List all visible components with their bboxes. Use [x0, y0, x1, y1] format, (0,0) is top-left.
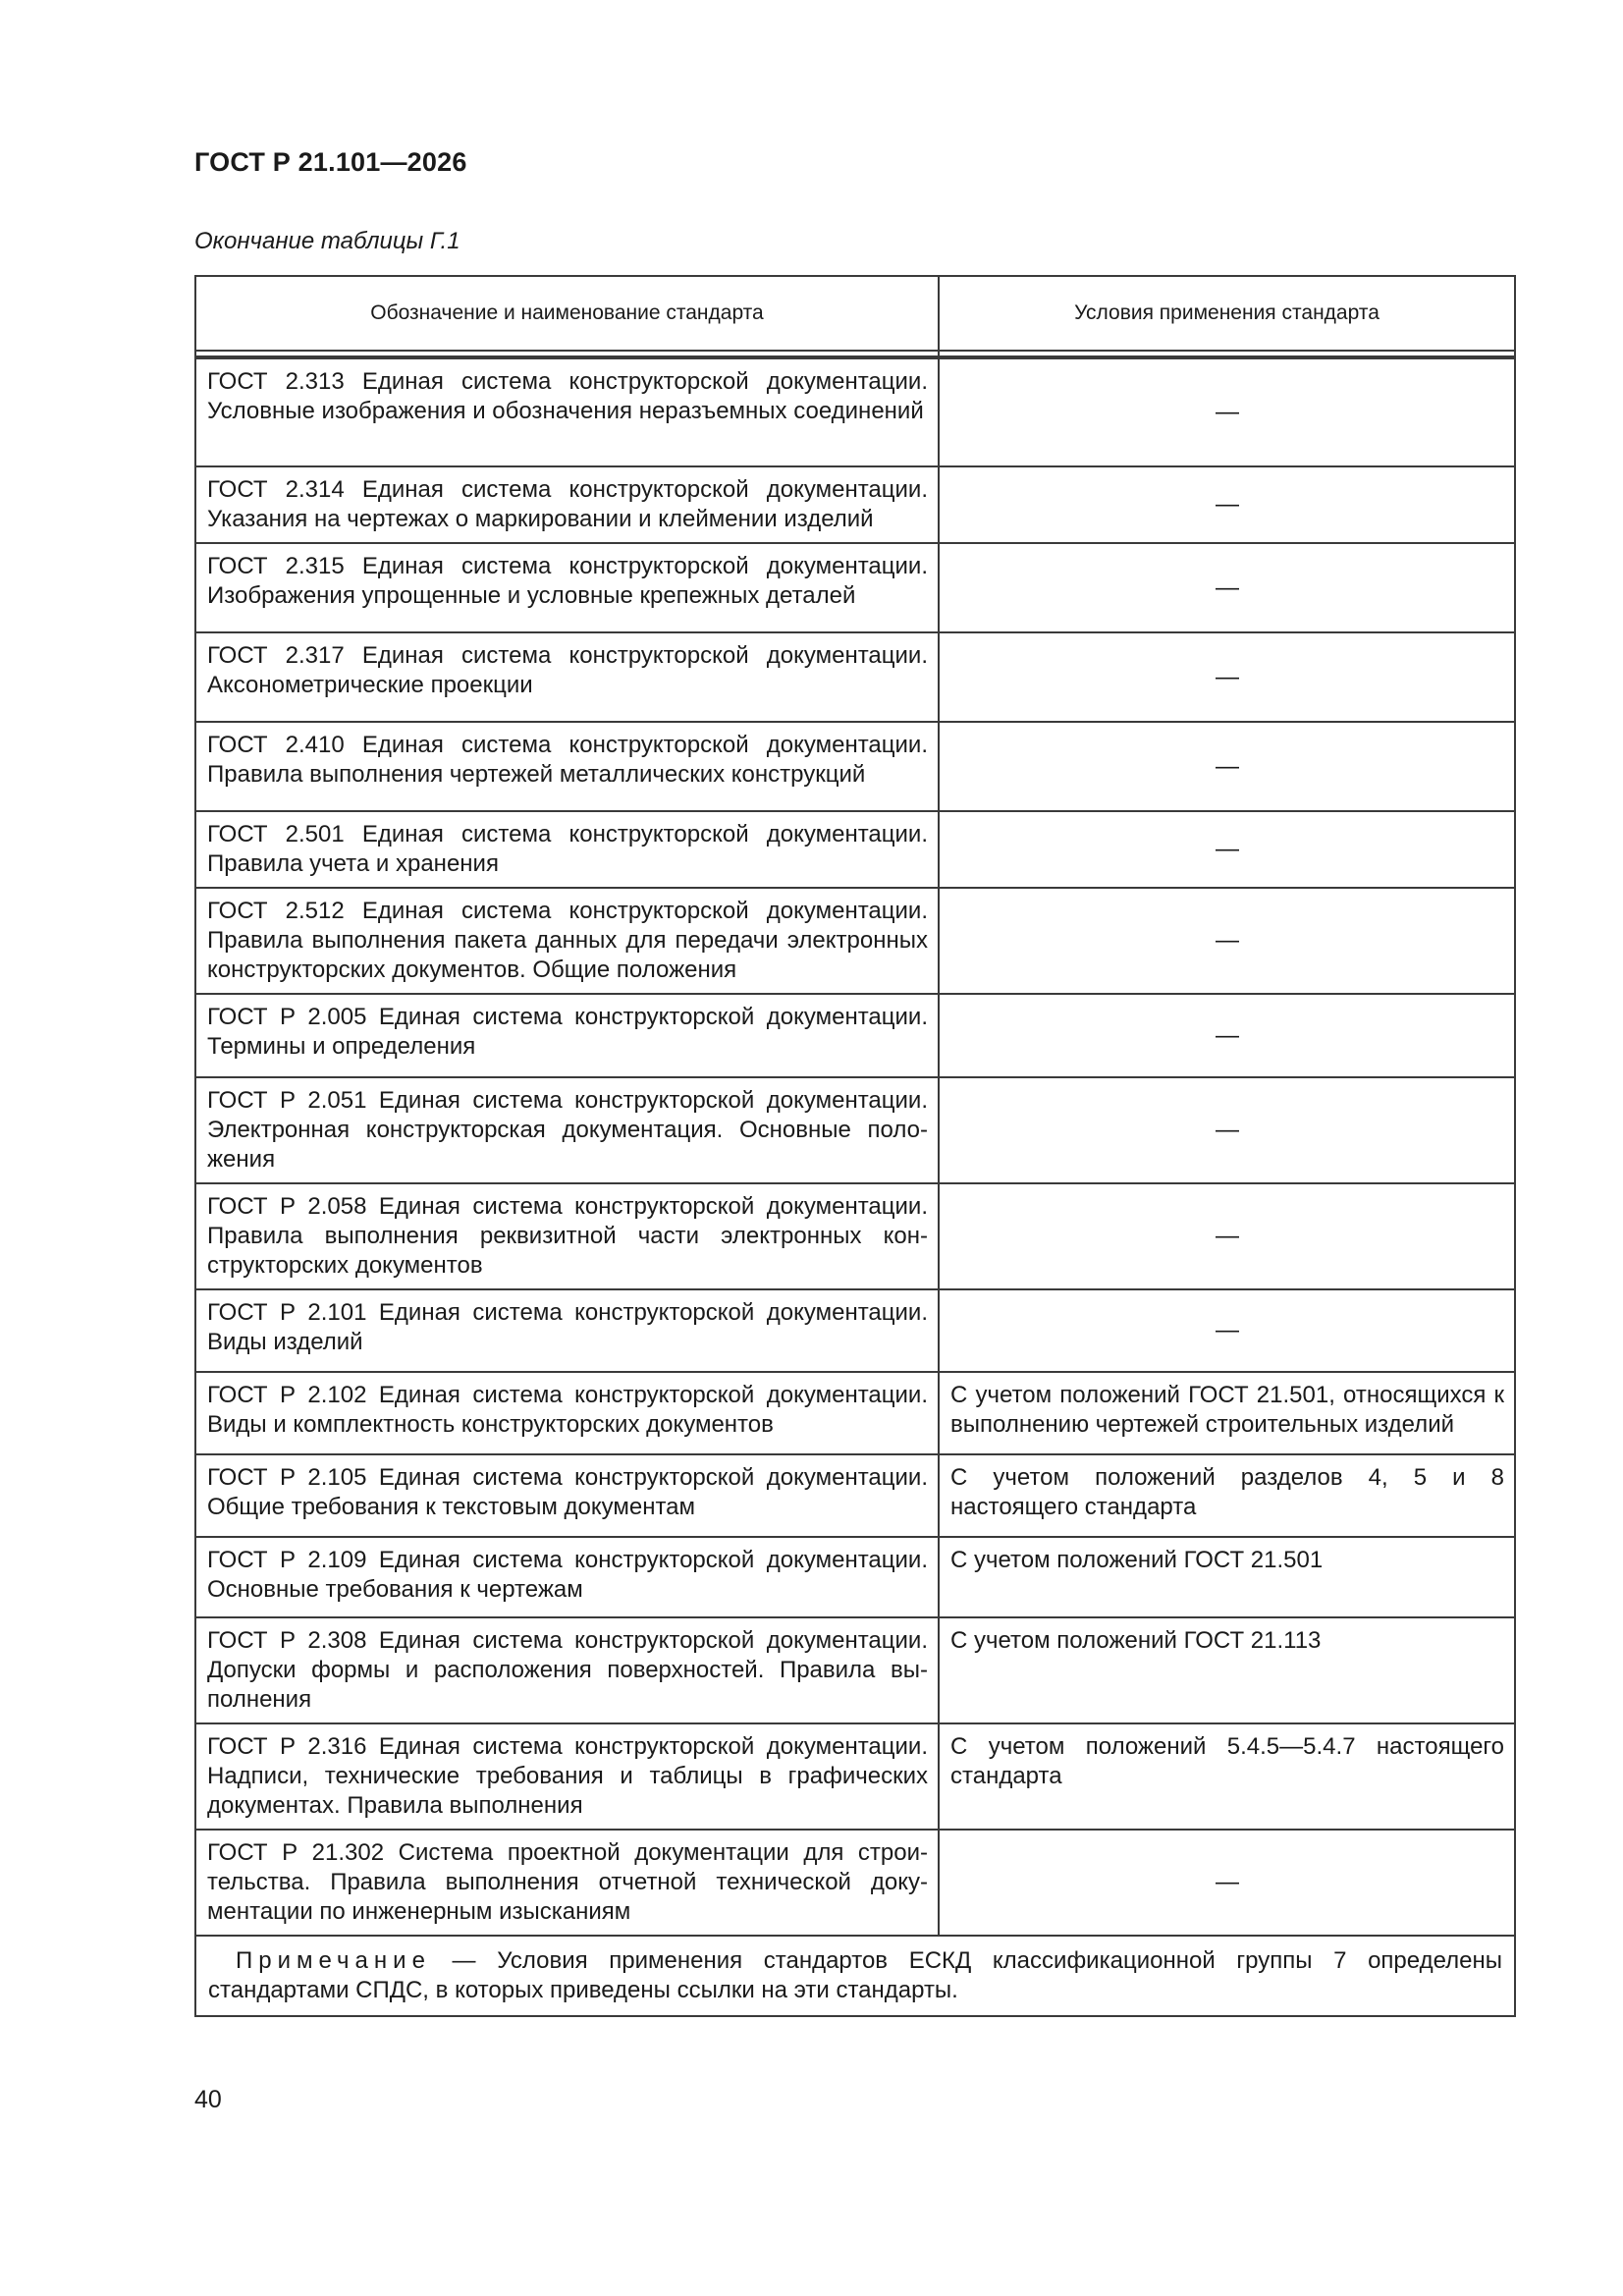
application-condition-cell: —	[939, 994, 1515, 1077]
application-condition-cell: С учетом положений ГОСТ 21.501	[939, 1537, 1515, 1617]
table-caption: Окончание таблицы Г.1	[194, 228, 460, 254]
standard-designation-cell: ГОСТ Р 2.005 Единая система конструкторской документации. Термины и определения	[195, 994, 939, 1077]
application-condition-cell: —	[939, 632, 1515, 722]
table-row	[195, 358, 1515, 466]
table-row	[195, 632, 1515, 722]
standard-designation-cell: ГОСТ 2.410 Единая система конструкторской документации. Правила выполнения чертежей металлических конструкций	[195, 722, 939, 811]
standard-designation-cell: ГОСТ 2.314 Единая система конструкторской документации. Указания на чертежах о маркировании и клеймении изделий	[195, 466, 939, 543]
header-separator	[195, 350, 1515, 358]
table-row	[195, 1183, 1515, 1289]
application-condition-cell: С учетом положений ГОСТ 21.113	[939, 1617, 1515, 1723]
table-body	[195, 358, 1515, 1936]
standard-designation-cell: ГОСТ 2.317 Единая система конструкторской документации. Аксонометрические проекции	[195, 632, 939, 722]
table-row	[195, 1830, 1515, 1936]
application-condition-cell: —	[939, 1077, 1515, 1183]
application-condition-cell: —	[939, 888, 1515, 994]
application-condition-cell: —	[939, 466, 1515, 543]
table-row	[195, 1077, 1515, 1183]
standard-designation-cell: ГОСТ Р 2.058 Единая система конструкторской документации. Правила выполнения реквизитной части электронных конструкторских документов	[195, 1183, 939, 1289]
standard-designation-cell: ГОСТ Р 2.102 Единая система конструкторской документации. Виды и комплектность конструкторских документов	[195, 1372, 939, 1454]
standard-designation-cell: ГОСТ Р 2.051 Единая система конструкторской документации. Электронная конструкторская документация. Основные положения	[195, 1077, 939, 1183]
table-row	[195, 811, 1515, 888]
application-condition-cell: С учетом положений 5.4.5—5.4.7 настоящего стандарта	[939, 1723, 1515, 1830]
table-row	[195, 1289, 1515, 1372]
standard-designation-cell: ГОСТ 2.501 Единая система конструкторской документации. Правила учета и хранения	[195, 811, 939, 888]
standard-designation-cell: ГОСТ Р 2.105 Единая система конструкторской документации. Общие требования к текстовым документам	[195, 1454, 939, 1537]
page-number: 40	[194, 2086, 222, 2113]
standard-designation-cell: ГОСТ Р 2.101 Единая система конструкторской документации. Виды изделий	[195, 1289, 939, 1372]
note-text: — Условия применения стандартов ЕСКД классификационной группы 7 определены стандартами СПДС, в которых приведены ссылки на эти стандарты.	[208, 1947, 1502, 2003]
table-row	[195, 722, 1515, 811]
table-row	[195, 1454, 1515, 1537]
application-condition-cell: С учетом положений разделов 4, 5 и 8 настоящего стандарта	[939, 1454, 1515, 1537]
table-row	[195, 1617, 1515, 1723]
column-header-designation: Обозначение и наименование стандарта	[195, 276, 939, 350]
standard-designation-cell: ГОСТ 2.315 Единая система конструкторской документации. Изображения упрощенные и условные крепежных деталей	[195, 543, 939, 632]
standard-designation-cell: ГОСТ Р 2.316 Единая система конструкторской документации. Надписи, технические требования и таблицы в графических документах. Правила выполнения	[195, 1723, 939, 1830]
standard-designation-cell: ГОСТ Р 2.308 Единая система конструкторской документации. Допуски формы и расположения поверхностей. Правила выполнения	[195, 1617, 939, 1723]
standard-designation-cell: ГОСТ Р 21.302 Система проектной документации для строительства. Правила выполнения отчетной технической документации по инженерным изысканиям	[195, 1830, 939, 1936]
standards-table	[194, 275, 1516, 2017]
table-row	[195, 1537, 1515, 1617]
note-label: Примечание	[236, 1947, 431, 1974]
application-condition-cell: —	[939, 811, 1515, 888]
application-condition-cell: —	[939, 543, 1515, 632]
table-note-row	[195, 1936, 1515, 2016]
table-row	[195, 543, 1515, 632]
standard-designation-cell: ГОСТ 2.512 Единая система конструкторской документации. Правила выполнения пакета данных для передачи электронных конструкторских документов. Общие положения	[195, 888, 939, 994]
table-row	[195, 466, 1515, 543]
application-condition-cell: —	[939, 1830, 1515, 1936]
document-code-header: ГОСТ Р 21.101—2026	[194, 147, 467, 177]
application-condition-cell: С учетом положений ГОСТ 21.501, относящихся к выполнению чертежей строительных изделий	[939, 1372, 1515, 1454]
standard-designation-cell: ГОСТ Р 2.109 Единая система конструкторской документации. Основные требования к чертежам	[195, 1537, 939, 1617]
application-condition-cell: —	[939, 358, 1515, 466]
column-header-conditions: Условия применения стандарта	[939, 276, 1515, 350]
table-row	[195, 994, 1515, 1077]
standard-designation-cell: ГОСТ 2.313 Единая система конструкторской документации. Условные изображения и обозначения неразъемных соединений	[195, 358, 939, 466]
table-row	[195, 1372, 1515, 1454]
application-condition-cell: —	[939, 1289, 1515, 1372]
table-note	[195, 1936, 1515, 2016]
application-condition-cell: —	[939, 1183, 1515, 1289]
table-header-row	[195, 276, 1515, 350]
table-row	[195, 1723, 1515, 1830]
application-condition-cell: —	[939, 722, 1515, 811]
table-row	[195, 888, 1515, 994]
